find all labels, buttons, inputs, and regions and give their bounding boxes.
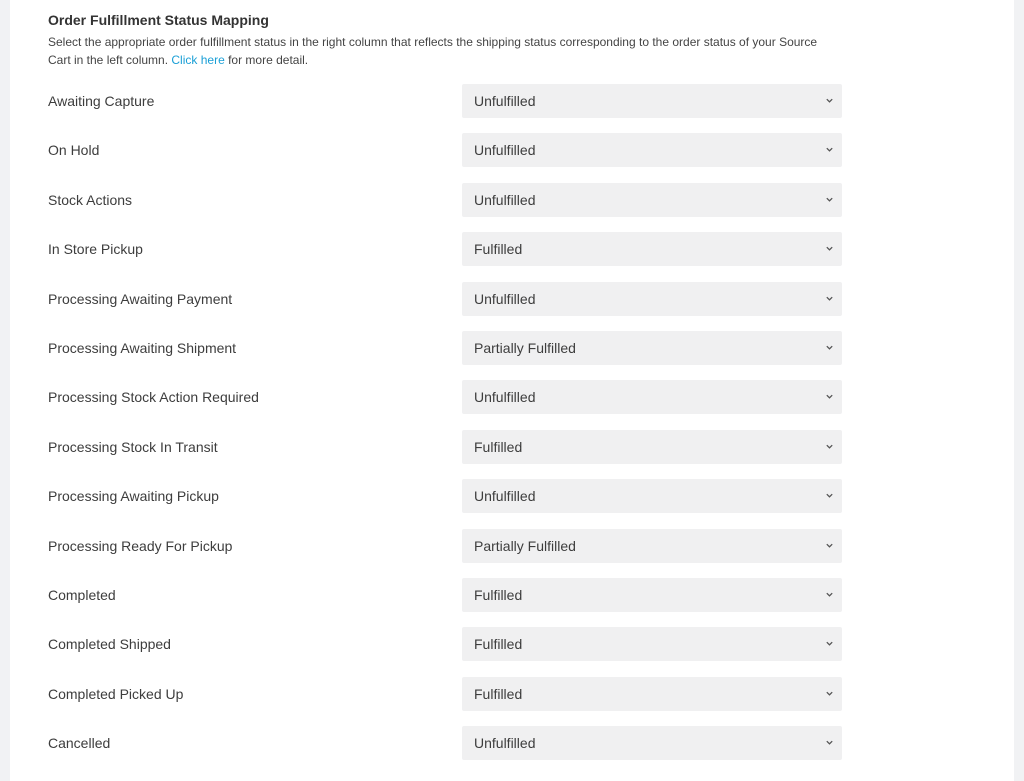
chevron-down-icon [825, 392, 834, 401]
fulfillment-status-select[interactable] [462, 677, 842, 711]
source-status-label: Completed Picked Up [48, 685, 184, 702]
fulfillment-status-value: Fulfilled [474, 586, 523, 603]
chevron-down-icon [825, 96, 834, 105]
fulfillment-status-value: Fulfilled [474, 636, 523, 653]
source-status-label: Completed Shipped [48, 636, 171, 653]
source-status-label: Awaiting Capture [48, 93, 155, 109]
fulfillment-status-value: Unfulfilled [474, 389, 536, 406]
fulfillment-status-value: Fulfilled [474, 685, 523, 702]
fulfillment-status-select[interactable] [462, 627, 842, 661]
fulfillment-status-value: Fulfilled [474, 241, 523, 258]
chevron-down-icon [825, 541, 834, 550]
chevron-down-icon [825, 442, 834, 451]
mapping-row [48, 578, 844, 612]
mapping-row [48, 479, 844, 513]
chevron-down-icon [825, 689, 834, 698]
fulfillment-status-select[interactable] [462, 479, 842, 513]
chevron-down-icon [825, 195, 834, 204]
mapping-row [48, 529, 844, 563]
mapping-row [48, 331, 844, 365]
chevron-down-icon [825, 491, 834, 500]
fulfillment-status-select[interactable] [462, 183, 842, 217]
mapping-row [48, 726, 844, 760]
source-status-label: Processing Awaiting Shipment [48, 339, 237, 356]
mapping-row [48, 183, 844, 217]
source-status-label: Processing Ready For Pickup [48, 537, 233, 554]
source-status-label: In Store Pickup [48, 241, 143, 258]
chevron-down-icon [825, 145, 834, 154]
status-mapping-list [48, 84, 844, 775]
fulfillment-status-select[interactable] [462, 430, 842, 464]
fulfillment-status-select[interactable] [462, 529, 842, 563]
source-status-label: Processing Awaiting Payment [48, 290, 233, 307]
mapping-row [48, 133, 844, 167]
mapping-row [48, 430, 844, 464]
mapping-row [48, 380, 844, 414]
chevron-down-icon [825, 343, 834, 352]
fulfillment-status-value: Unfulfilled [474, 290, 536, 307]
source-status-label: On Hold [48, 142, 100, 159]
mapping-row [48, 627, 844, 661]
chevron-down-icon [825, 639, 834, 648]
source-status-label: Cancelled [48, 735, 111, 752]
source-status-label: Processing Awaiting Pickup [48, 488, 219, 505]
section-description [48, 33, 838, 69]
fulfillment-status-value: Unfulfilled [474, 142, 536, 159]
section-title: Order Fulfillment Status Mapping [48, 12, 269, 28]
mapping-row [48, 84, 844, 118]
fulfillment-status-value: Unfulfilled [474, 488, 536, 505]
source-status-label: Completed [48, 586, 116, 603]
fulfillment-status-select[interactable] [462, 578, 842, 612]
mapping-row [48, 232, 844, 266]
chevron-down-icon [825, 590, 834, 599]
chevron-down-icon [825, 244, 834, 253]
fulfillment-status-value: Fulfilled [474, 438, 523, 455]
description-text: Select the appropriate order fulfillment status in the right column that reflects the shipping status corresponding to the order status of your Source Cart in the left column. [48, 35, 818, 67]
source-status-label: Stock Actions [48, 191, 133, 208]
fulfillment-status-value: Partially Fulfilled [474, 339, 576, 356]
fulfillment-status-select[interactable] [462, 133, 842, 167]
chevron-down-icon [825, 294, 834, 303]
mapping-row [48, 282, 844, 316]
description-suffix: for more detail. [224, 53, 309, 67]
fulfillment-status-select[interactable] [462, 380, 842, 414]
more-detail-link[interactable]: Click here [171, 53, 225, 67]
fulfillment-status-value: Unfulfilled [474, 93, 536, 109]
fulfillment-status-select[interactable] [462, 331, 842, 365]
source-status-label: Processing Stock In Transit [48, 438, 218, 455]
chevron-down-icon [825, 738, 834, 747]
fulfillment-status-value: Unfulfilled [474, 191, 536, 208]
fulfillment-status-select[interactable] [462, 232, 842, 266]
fulfillment-status-select[interactable] [462, 282, 842, 316]
fulfillment-status-value: Unfulfilled [474, 735, 536, 752]
fulfillment-status-select[interactable] [462, 726, 842, 760]
settings-panel [10, 0, 1014, 781]
mapping-row [48, 677, 844, 711]
fulfillment-status-value: Partially Fulfilled [474, 537, 576, 554]
fulfillment-status-select[interactable] [462, 84, 842, 118]
source-status-label: Processing Stock Action Required [48, 389, 259, 406]
